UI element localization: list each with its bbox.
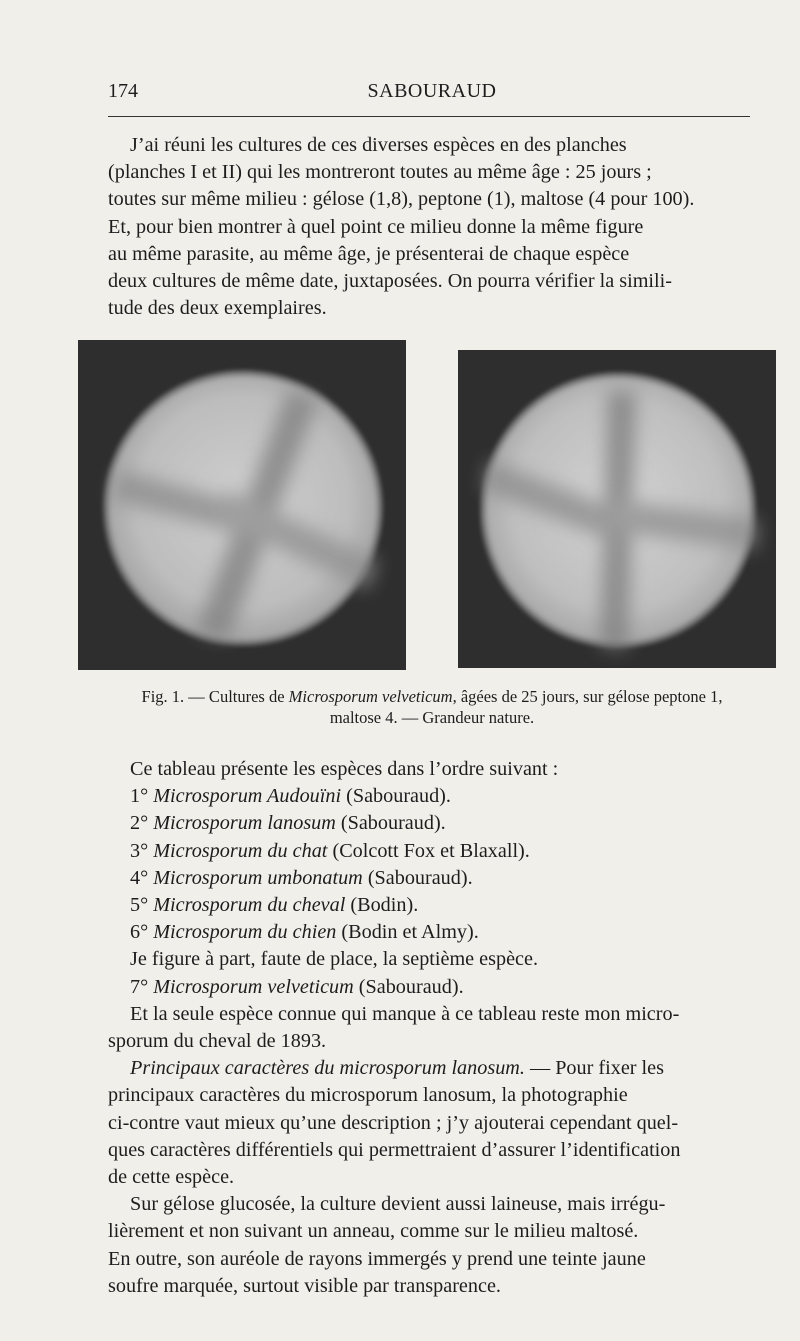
species-item bbox=[108, 919, 754, 946]
text-line: Sur gélose glucosée, la culture devient aussi laineuse, mais irrégu- bbox=[130, 1193, 666, 1216]
species-item bbox=[108, 892, 754, 919]
species-author: (Bodin et Almy). bbox=[336, 921, 479, 944]
species-name: Microsporum velveticum bbox=[153, 975, 354, 998]
section-heading: Principaux caractères du microsporum lanosum. bbox=[130, 1057, 525, 1080]
text-line: sporum du cheval de 1893. bbox=[108, 1030, 327, 1053]
text-line: J’ai réuni les cultures de ces diverses espèces en des planches bbox=[130, 134, 627, 156]
species-item bbox=[108, 865, 754, 892]
species-number: 5° bbox=[130, 894, 154, 917]
species-name: Microsporum du chien bbox=[153, 921, 337, 944]
text-line: au même parasite, au même âge, je présenterai de chaque espèce bbox=[108, 242, 630, 265]
text-line: Et, pour bien montrer à quel point ce milieu donne la même figure bbox=[108, 215, 644, 238]
text-line: soufre marquée, surtout visible par transparence. bbox=[108, 1274, 501, 1297]
species-author: (Sabouraud). bbox=[362, 866, 473, 889]
species-name: Microsporum du chat bbox=[153, 839, 328, 862]
text-line: deux cultures de même date, juxtaposées. On pourra vérifier la simili- bbox=[108, 270, 672, 293]
species-item bbox=[108, 838, 754, 865]
missing-species-paragraph bbox=[108, 1001, 754, 1055]
species-section bbox=[108, 756, 754, 1300]
species-number: 4° bbox=[130, 866, 154, 889]
culture-photo-left bbox=[78, 340, 406, 670]
caption-line bbox=[108, 686, 756, 707]
species-item bbox=[108, 783, 754, 810]
figure-plates bbox=[78, 340, 776, 670]
species-item-seventh bbox=[108, 974, 754, 1001]
species-name: Microsporum lanosum bbox=[153, 812, 336, 835]
species-author: (Bodin). bbox=[345, 894, 419, 917]
text-line: En outre, son auréole de rayons immergés y prend une teinte jaune bbox=[108, 1247, 646, 1270]
text-line: Et la seule espèce connue qui manque à ce tableau reste mon micro- bbox=[130, 1002, 680, 1025]
species-number: 7° bbox=[130, 975, 154, 998]
species-author: (Colcott Fox et Blaxall). bbox=[327, 839, 530, 862]
species-author: (Sabouraud). bbox=[341, 785, 451, 808]
caption-species: Microsporum velveticum bbox=[288, 687, 453, 706]
page-header bbox=[108, 80, 756, 104]
figure-caption bbox=[108, 686, 756, 728]
caption-prefix: Fig. 1. — Cultures de bbox=[141, 687, 289, 706]
heading-rest: — Pour fixer les bbox=[524, 1057, 664, 1080]
page-number: 174 bbox=[108, 80, 138, 102]
species-name: Microsporum Audouïni bbox=[153, 785, 342, 808]
text-line: (planches I et II) qui les montreront toutes au même âge : 25 jours ; bbox=[108, 161, 652, 184]
species-number: 2° bbox=[130, 812, 154, 835]
separate-note: Je figure à part, faute de place, la septième espèce. bbox=[130, 948, 539, 971]
text-line: toutes sur même milieu : gélose (1,8), peptone (1), maltose (4 pour 100). bbox=[108, 188, 695, 211]
species-author: (Sabouraud). bbox=[353, 975, 464, 998]
text-line: lièrement et non suivant un anneau, comme sur le milieu maltosé. bbox=[108, 1220, 639, 1243]
species-number: 6° bbox=[130, 921, 154, 944]
text-line: de cette espèce. bbox=[108, 1166, 235, 1189]
species-name: Microsporum umbonatum bbox=[153, 866, 363, 889]
species-author: (Sabouraud). bbox=[335, 812, 446, 835]
caption-line: maltose 4. — Grandeur nature. bbox=[329, 708, 535, 727]
text-line: principaux caractères du microsporum lanosum, la photographie bbox=[108, 1084, 628, 1107]
intro-paragraph bbox=[108, 132, 754, 322]
text-line: ci-contre vaut mieux qu’une description ; j’y ajouterai cependant quel- bbox=[108, 1111, 679, 1134]
text-line bbox=[108, 1055, 754, 1082]
glucose-paragraph bbox=[108, 1191, 754, 1300]
caption-rest: , âgées de 25 jours, sur gélose peptone 1, bbox=[452, 687, 723, 706]
text-line: tude des deux exemplaires. bbox=[108, 297, 327, 320]
species-name: Microsporum du cheval bbox=[153, 894, 346, 917]
species-number: 3° bbox=[130, 839, 154, 862]
principaux-paragraph bbox=[108, 1055, 754, 1191]
species-number: 1° bbox=[130, 785, 154, 808]
header-rule bbox=[108, 116, 750, 117]
running-head: SABOURAUD bbox=[367, 80, 497, 102]
species-item bbox=[108, 810, 754, 837]
list-intro: Ce tableau présente les espèces dans l’ordre suivant : bbox=[130, 758, 559, 780]
text-line: ques caractères différentiels qui permettraient d’assurer l’identification bbox=[108, 1138, 681, 1161]
culture-photo-right bbox=[458, 350, 776, 668]
